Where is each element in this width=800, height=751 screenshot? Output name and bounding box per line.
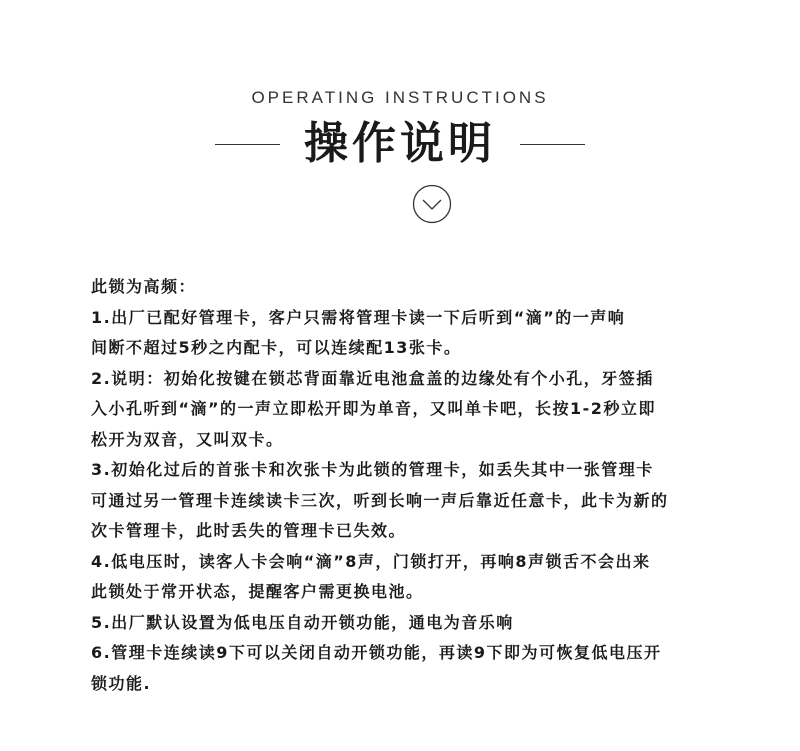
instruction-line: 3.初始化过后的首张卡和次张卡为此锁的管理卡，如丢失其中一张管理卡	[91, 460, 654, 479]
instruction-line: 6.管理卡连续读9下可以关闭自动开锁功能，再读9下即为可恢复低电压开	[91, 643, 662, 662]
instruction-line: 锁功能.	[91, 673, 152, 693]
instruction-line: 5.出厂默认设置为低电压自动开锁功能，通电为音乐响	[91, 612, 514, 632]
instruction-line: 松开为双音，又叫双卡。	[91, 429, 284, 449]
subtitle-english: OPERATING INSTRUCTIONS	[251, 88, 549, 107]
instruction-line: 此锁处于常开状态，提醒客户需更换电池。	[91, 582, 424, 601]
instructions-text	[91, 272, 791, 699]
instruction-line: 次卡管理卡，此时丢失的管理卡已失效。	[91, 521, 407, 540]
page-title: 操作说明	[304, 118, 496, 169]
title-left-divider	[215, 144, 280, 145]
instruction-line: 入小孔听到“滴”的一声立即松开即为单音，又叫单卡吧，长按1-2秒立即	[91, 399, 656, 418]
instruction-line: 1.出厂已配好管理卡，客户只需将管理卡读一下后听到“滴”的一声响	[91, 307, 626, 327]
instruction-line: 间断不超过5秒之内配卡，可以连续配13张卡。	[91, 338, 462, 357]
chevron-down-circle-icon	[412, 184, 452, 224]
title-row	[0, 114, 800, 174]
instruction-line: 2.说明：初始化按键在锁芯背面靠近电池盒盖的边缘处有个小孔，牙签插	[91, 368, 654, 388]
instruction-line: 4.低电压时，读客人卡会响“滴”8声，门锁打开，再响8声锁舌不会出来	[91, 551, 651, 571]
instruction-line: 可通过另一管理卡连续读卡三次，听到长响一声后靠近任意卡，此卡为新的	[91, 490, 669, 510]
title-right-divider	[520, 144, 585, 145]
instruction-line: 此锁为高频：	[91, 277, 197, 296]
